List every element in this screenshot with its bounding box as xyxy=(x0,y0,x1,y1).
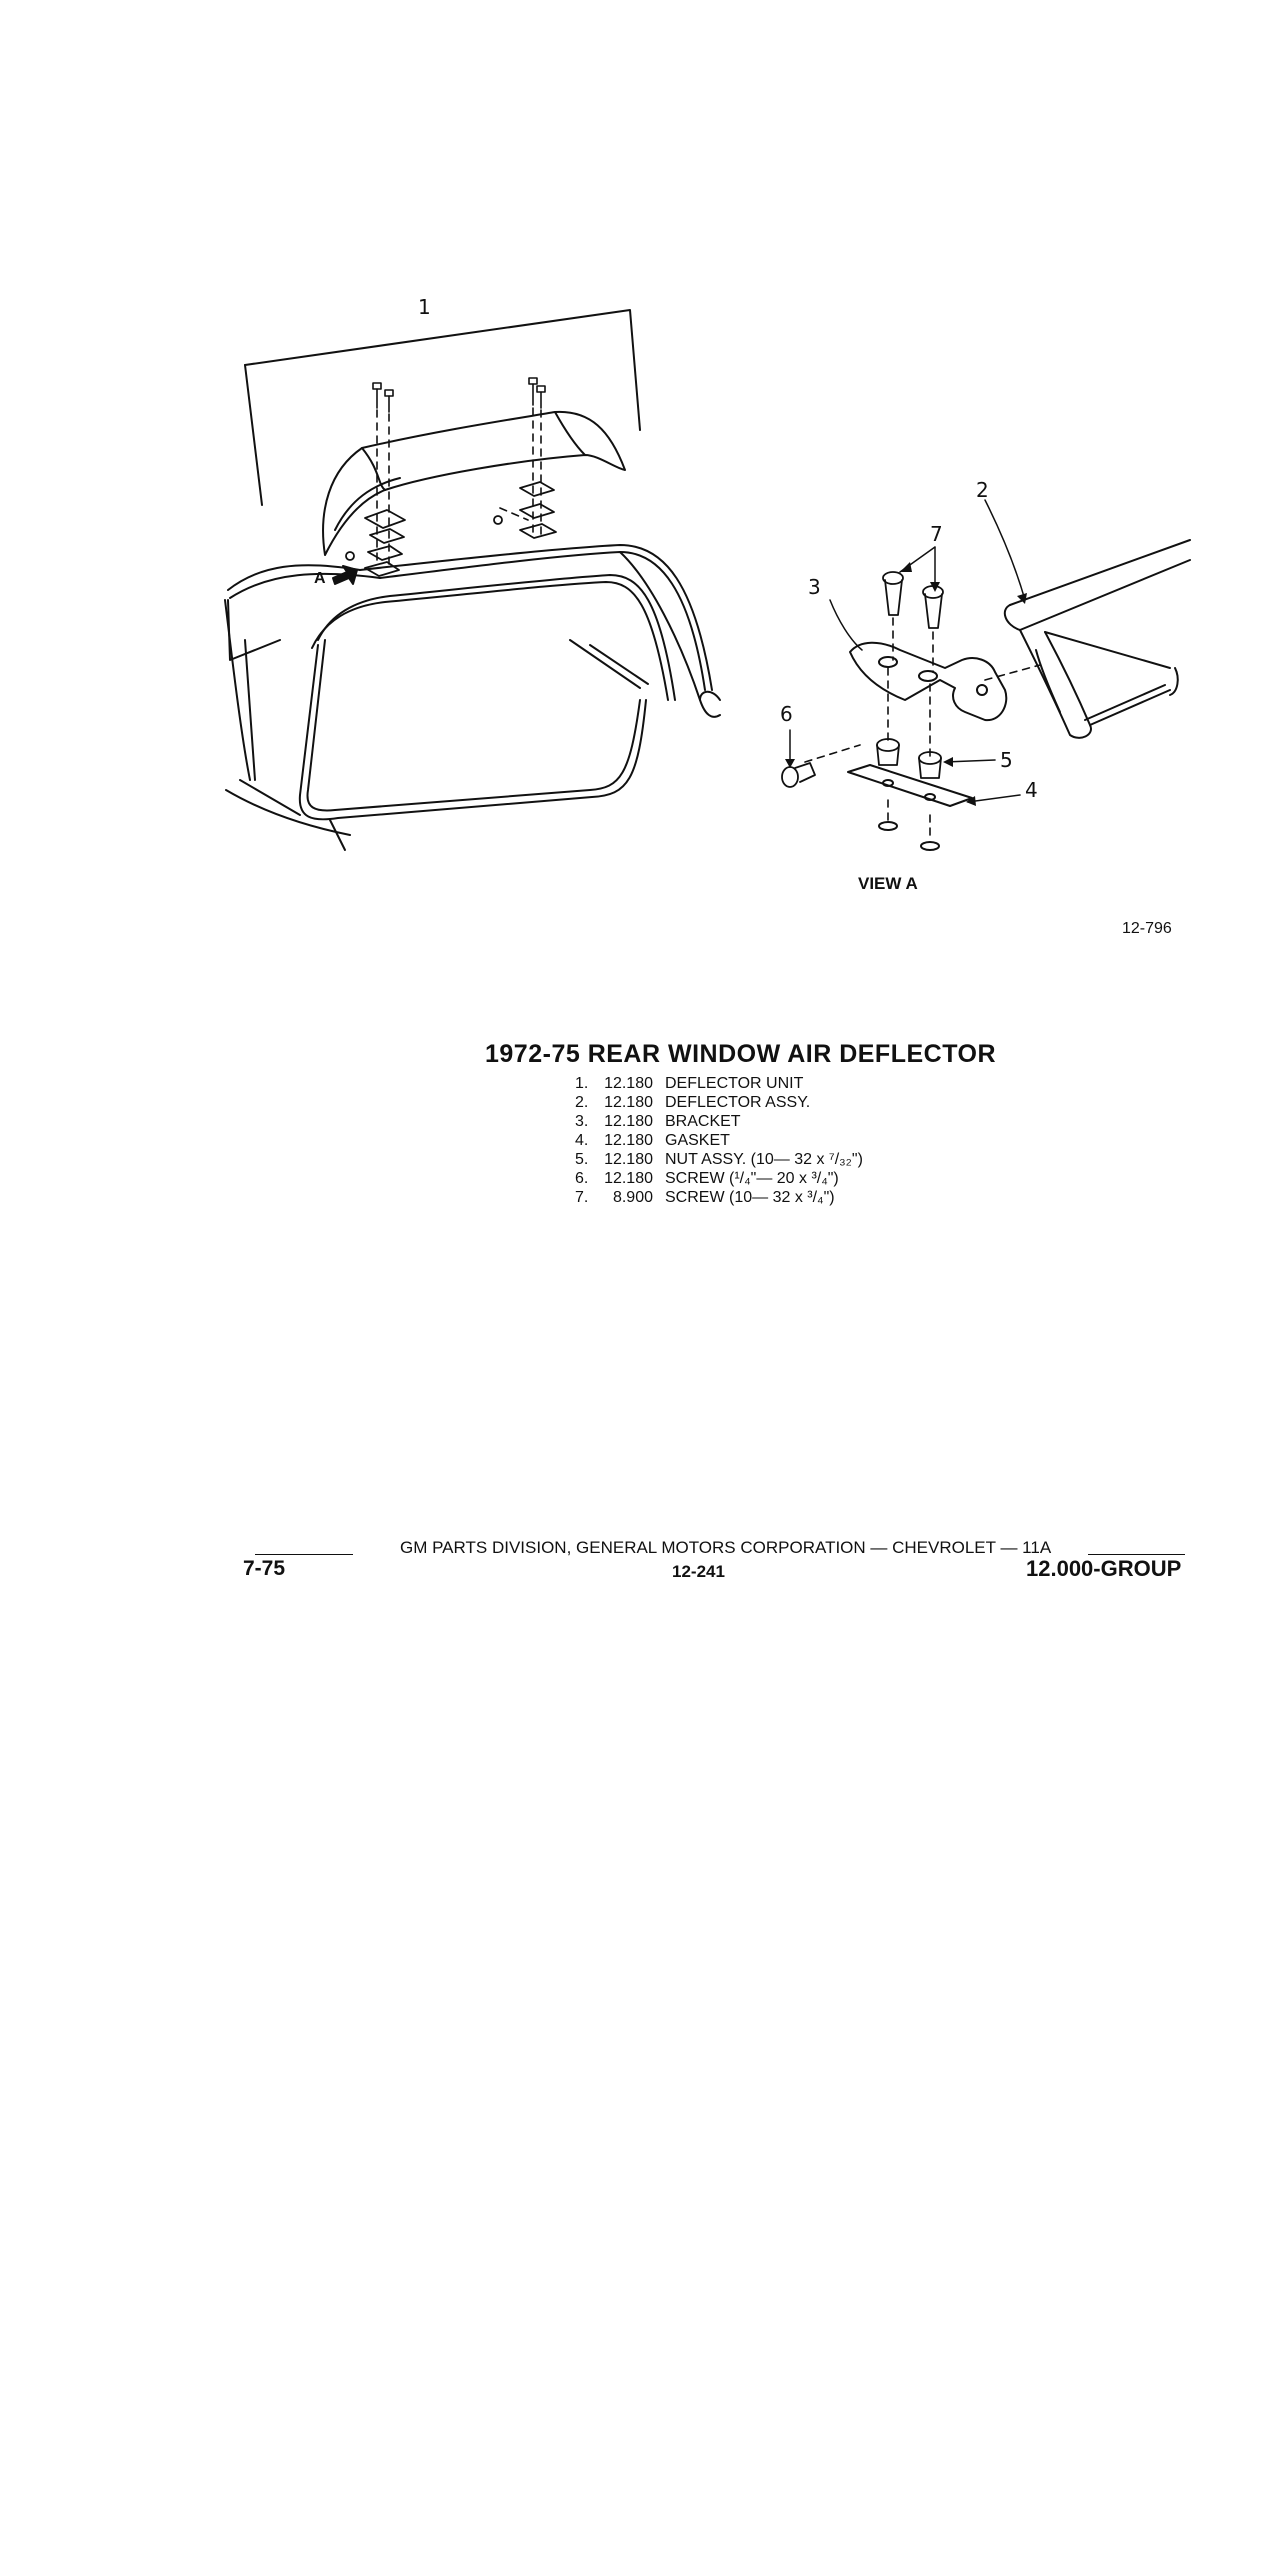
part-row xyxy=(575,1150,863,1169)
page-title: 1972-75 REAR WINDOW AIR DEFLECTOR xyxy=(485,1040,997,1068)
part-description: SCREW (¹/₄"— 20 x ³/₄") xyxy=(665,1170,839,1187)
part-group: 12.180 xyxy=(604,1170,653,1187)
callout-1: 1 xyxy=(418,295,431,319)
footer-group: 12.000-GROUP xyxy=(1026,1556,1182,1581)
part-group: 8.900 xyxy=(612,1189,653,1206)
part-number: 4. xyxy=(575,1132,589,1149)
part-description: SCREW (10— 32 x ³/₄") xyxy=(665,1189,835,1206)
part-number: 2. xyxy=(575,1094,589,1111)
footer-rule-right xyxy=(1088,1554,1185,1555)
part-description: DEFLECTOR ASSY. xyxy=(665,1094,811,1111)
part-number: 1. xyxy=(575,1075,589,1092)
part-group: 12.180 xyxy=(604,1113,653,1130)
view-arrow-label: A xyxy=(314,570,326,587)
part-row xyxy=(575,1112,863,1131)
part-row xyxy=(575,1093,863,1112)
part-group: 12.180 xyxy=(604,1151,653,1168)
callout-7: 7 xyxy=(930,522,943,546)
part-description: DEFLECTOR UNIT xyxy=(665,1075,804,1092)
part-row xyxy=(575,1169,863,1188)
footer-rule-left xyxy=(255,1554,353,1555)
part-group: 12.180 xyxy=(604,1094,653,1111)
part-number: 3. xyxy=(575,1113,589,1130)
part-number: 5. xyxy=(575,1151,589,1168)
footer-publisher: GM PARTS DIVISION, GENERAL MOTORS CORPORATION — CHEVROLET — 11A xyxy=(400,1538,1052,1557)
parts-list xyxy=(575,1074,863,1207)
part-description: BRACKET xyxy=(665,1113,741,1130)
callout-4: 4 xyxy=(1025,778,1038,802)
part-row xyxy=(575,1131,863,1150)
part-number: 7. xyxy=(575,1189,589,1206)
part-group: 12.180 xyxy=(604,1075,653,1092)
callout-5: 5 xyxy=(1000,748,1013,772)
part-description: GASKET xyxy=(665,1132,730,1149)
callout-6: 6 xyxy=(780,702,793,726)
part-group: 12.180 xyxy=(604,1132,653,1149)
callout-2: 2 xyxy=(976,478,989,502)
footer-page-number: 12-241 xyxy=(672,1562,725,1581)
part-row xyxy=(575,1188,863,1207)
figure-number: 12-796 xyxy=(1122,920,1172,937)
view-a-label: VIEW A xyxy=(858,874,918,893)
part-number: 6. xyxy=(575,1170,589,1187)
part-description: NUT ASSY. (10— 32 x ⁷/₃₂") xyxy=(665,1151,863,1168)
view-a-diagram xyxy=(0,0,1271,1000)
part-row xyxy=(575,1074,863,1093)
footer-date: 7-75 xyxy=(243,1557,286,1580)
callout-3: 3 xyxy=(808,575,821,599)
